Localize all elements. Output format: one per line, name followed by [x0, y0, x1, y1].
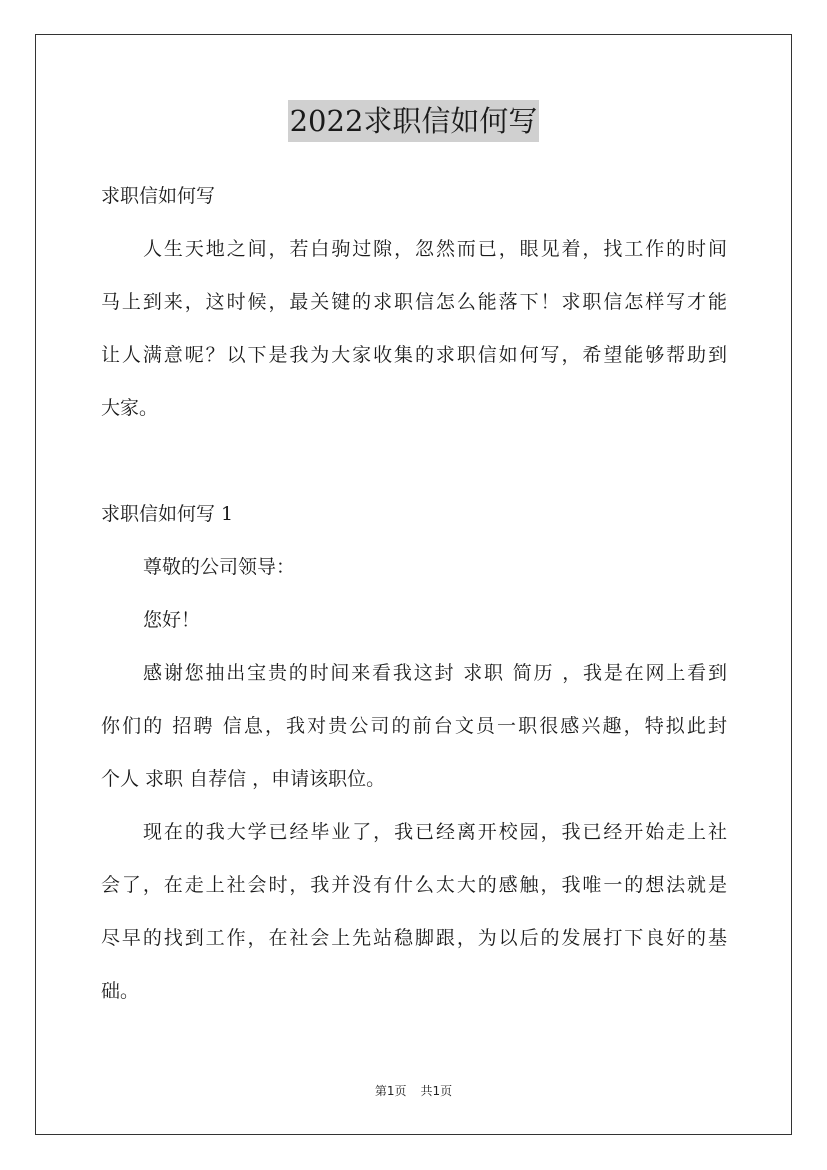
document-body — [101, 170, 727, 1018]
letter-paragraph-line: 感谢您抽出宝贵的时间来看我这封 求职 简历 ，我是在网上看到 — [143, 662, 727, 684]
title-container — [0, 100, 827, 142]
page-footer — [0, 1083, 827, 1099]
salutation: 尊敬的公司领导： — [143, 556, 296, 578]
document-title: 2022求职信如何写 — [288, 100, 540, 142]
page-number: 第1页 — [374, 1084, 407, 1098]
spacer — [101, 435, 727, 488]
letter-paragraph-line: 会了，在走上社会时，我并没有什么太大的感触，我唯一的想法就是 — [101, 874, 727, 896]
letter-paragraph-line: 个人 求职 自荐信 ，申请该职位。 — [101, 768, 386, 790]
letter-paragraph-line: 础。 — [101, 980, 140, 1002]
letter-paragraph-line: 你们的 招聘 信息，我对贵公司的前台文员一职很感兴趣，特拟此封 — [101, 715, 727, 737]
intro-paragraph-line: 马上到来，这时候，最关键的求职信怎么能落下！求职信怎样写才能 — [101, 291, 727, 313]
section-heading: 求职信如何写 1 — [101, 503, 234, 525]
intro-heading: 求职信如何写 — [101, 185, 216, 207]
page-total: 共1页 — [420, 1084, 453, 1098]
greeting: 您好！ — [143, 609, 201, 631]
letter-paragraph-line: 尽早的找到工作，在社会上先站稳脚跟，为以后的发展打下良好的基 — [101, 927, 727, 949]
letter-paragraph-line: 现在的我大学已经毕业了，我已经离开校园，我已经开始走上社 — [143, 821, 727, 843]
intro-paragraph-line: 大家。 — [101, 397, 159, 419]
intro-paragraph-line: 让人满意呢？以下是我为大家收集的求职信如何写，希望能够帮助到 — [101, 344, 727, 366]
intro-paragraph-line: 人生天地之间，若白驹过隙，忽然而已，眼见着，找工作的时间 — [143, 238, 727, 260]
